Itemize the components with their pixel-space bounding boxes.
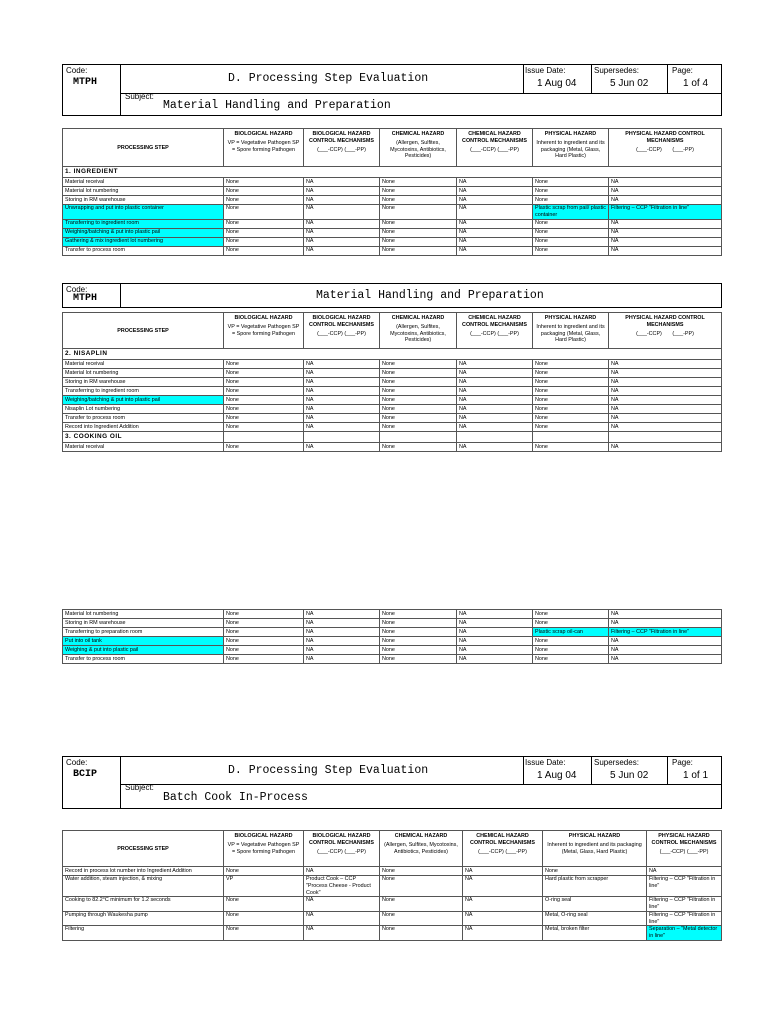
table-row xyxy=(63,926,722,941)
table-row xyxy=(63,619,722,628)
cell-phys-control: Filtering – CCP "Filtration in line" xyxy=(609,205,722,220)
cell-phys-control: NA xyxy=(609,237,722,246)
cell-step: Storing in RM warehouse xyxy=(63,196,224,205)
table-row xyxy=(63,246,722,255)
col-bio-hazard: BIOLOGICAL HAZARD VP = Vegetative Pathogen SP = Spore forming Pathogen xyxy=(224,313,304,349)
cell-chem-control: NA xyxy=(457,187,533,196)
cell-chem-hazard: None xyxy=(380,897,463,912)
cell-chem-hazard: None xyxy=(380,628,457,637)
cell-phys-hazard: None xyxy=(533,619,609,628)
cell-chem-hazard: None xyxy=(380,637,457,646)
table-row xyxy=(63,219,722,228)
page-number: 1 of 1 xyxy=(683,770,709,781)
column-header-row xyxy=(63,313,722,349)
cell-chem-control: NA xyxy=(457,237,533,246)
cell-step: Put into oil tank xyxy=(63,637,224,646)
cell-step: Material lot numbering xyxy=(63,610,224,619)
cell-chem-hazard: None xyxy=(380,219,457,228)
document-title: D. Processing Step Evaluation xyxy=(228,72,429,85)
issue-date-label: Issue Date: xyxy=(525,758,566,767)
cell-chem-hazard: None xyxy=(380,414,457,423)
cell-phys-hazard: Plastic scrap oil-can xyxy=(533,628,609,637)
cell-bio-hazard: None xyxy=(224,360,304,369)
cell-phys-control: NA xyxy=(609,369,722,378)
hazard-table-cooking-oil xyxy=(62,609,722,664)
cell-bio-control: NA xyxy=(304,378,380,387)
cell-phys-hazard: None xyxy=(533,246,609,255)
cell-bio-hazard: None xyxy=(224,911,304,926)
cell-step: Filtering xyxy=(63,926,224,941)
cell-step: Transferring to ingredient room xyxy=(63,219,224,228)
table-row xyxy=(63,911,722,926)
cell-bio-hazard: None xyxy=(224,423,304,432)
cell-chem-control: NA xyxy=(457,178,533,187)
cell-phys-hazard: None xyxy=(533,219,609,228)
col-processing-step: PROCESSING STEP xyxy=(63,831,224,867)
cell-phys-hazard: Plastic scrap from pail/ plastic container xyxy=(533,205,609,220)
cell-bio-control: NA xyxy=(304,637,380,646)
col-bio-hazard: BIOLOGICAL HAZARD VP = Vegetative Pathogen SP = Spore forming Pathogen xyxy=(224,129,304,167)
cell-phys-hazard: None xyxy=(533,378,609,387)
table-row xyxy=(63,646,722,655)
cell-phys-hazard: None xyxy=(533,387,609,396)
cell-bio-control: NA xyxy=(304,414,380,423)
table-row xyxy=(63,405,722,414)
issue-date-label: Issue Date: xyxy=(525,66,566,75)
subject-label: Subject: xyxy=(125,783,154,792)
cell-bio-control: NA xyxy=(304,646,380,655)
cell-chem-control: NA xyxy=(457,378,533,387)
cell-bio-hazard: None xyxy=(224,443,304,452)
col-chem-control: CHEMICAL HAZARD CONTROL MECHANISMS (___-CCP) (___-PP) xyxy=(463,831,543,867)
col-processing-step: PROCESSING STEP xyxy=(63,313,224,349)
table-row xyxy=(63,196,722,205)
table-row xyxy=(63,369,722,378)
cell-bio-control: NA xyxy=(304,205,380,220)
cell-phys-control: NA xyxy=(609,246,722,255)
cell-chem-hazard: None xyxy=(380,228,457,237)
cell-bio-hazard: None xyxy=(224,219,304,228)
cell-step: Pumping through Waukesha pump xyxy=(63,911,224,926)
table-row xyxy=(63,396,722,405)
cell-phys-control: Separation – "Metal detector in line" xyxy=(647,926,722,941)
page-label: Page: xyxy=(672,758,693,767)
cell-chem-hazard: None xyxy=(380,237,457,246)
cell-phys-control: NA xyxy=(609,387,722,396)
cell-phys-control: NA xyxy=(609,610,722,619)
section-title: 1. INGREDIENT xyxy=(63,167,722,178)
cell-bio-control: NA xyxy=(304,443,380,452)
cell-phys-hazard: None xyxy=(533,414,609,423)
cell-bio-control: NA xyxy=(304,246,380,255)
cell-step: Record into Ingredient Addition xyxy=(63,423,224,432)
cell-chem-control: NA xyxy=(457,443,533,452)
cell-phys-hazard: None xyxy=(533,228,609,237)
cell-chem-control: NA xyxy=(457,646,533,655)
cell-chem-hazard: None xyxy=(380,205,457,220)
cell-chem-control: NA xyxy=(457,396,533,405)
cell-chem-control: NA xyxy=(463,926,543,941)
col-phys-hazard: PHYSICAL HAZARD Inherent to ingredient and its packaging (Metal, Glass, Hard Plastic) xyxy=(533,313,609,349)
cell-bio-control: NA xyxy=(304,228,380,237)
cell-bio-control: NA xyxy=(304,369,380,378)
cell-phys-control: NA xyxy=(609,178,722,187)
cell-bio-control: NA xyxy=(304,405,380,414)
cell-phys-control: NA xyxy=(609,396,722,405)
cell-chem-hazard: None xyxy=(380,387,457,396)
table-row xyxy=(63,655,722,664)
col-bio-hazard: BIOLOGICAL HAZARD VP = Vegetative Pathogen SP = Spore forming Pathogen xyxy=(224,831,304,867)
cell-bio-hazard: None xyxy=(224,178,304,187)
cell-bio-control: NA xyxy=(304,628,380,637)
cell-chem-hazard: None xyxy=(380,443,457,452)
cell-bio-control: NA xyxy=(304,911,380,926)
hazard-table-batch-cook xyxy=(62,830,722,941)
table-row xyxy=(63,205,722,220)
cell-bio-control: NA xyxy=(304,187,380,196)
cell-bio-control: NA xyxy=(304,619,380,628)
cell-chem-control: NA xyxy=(457,205,533,220)
cell-phys-hazard: None xyxy=(533,646,609,655)
hazard-table-nisaplin xyxy=(62,312,722,452)
col-bio-control: BIOLOGICAL HAZARD CONTROL MECHANISMS (___-CCP) (___-PP) xyxy=(304,313,380,349)
cell-bio-control: NA xyxy=(304,219,380,228)
cell-chem-hazard: None xyxy=(380,246,457,255)
cell-chem-hazard: None xyxy=(380,926,463,941)
table-row xyxy=(63,228,722,237)
cell-step: Transfer to process room xyxy=(63,246,224,255)
cell-phys-hazard: None xyxy=(533,610,609,619)
cell-bio-control: NA xyxy=(304,867,380,876)
cell-phys-control: NA xyxy=(609,360,722,369)
cell-phys-hazard: None xyxy=(533,423,609,432)
cell-phys-control: Filtering – CCP "Filtration in line" xyxy=(647,897,722,912)
table-row xyxy=(63,237,722,246)
cell-phys-control: NA xyxy=(609,655,722,664)
col-phys-hazard: PHYSICAL HAZARD Inherent to ingredient and its packaging (Metal, Glass, Hard Plastic) xyxy=(533,129,609,167)
col-bio-control: BIOLOGICAL HAZARD CONTROL MECHANISMS (___-CCP) (___-PP) xyxy=(304,129,380,167)
cell-phys-control: NA xyxy=(609,378,722,387)
header-block xyxy=(62,283,722,308)
issue-date: 1 Aug 04 xyxy=(537,78,577,89)
cell-phys-control: NA xyxy=(609,405,722,414)
cell-chem-control: NA xyxy=(457,196,533,205)
cell-chem-control: NA xyxy=(463,897,543,912)
cell-bio-hazard: None xyxy=(224,897,304,912)
cell-chem-hazard: None xyxy=(380,369,457,378)
cell-chem-control: NA xyxy=(457,405,533,414)
cell-chem-control: NA xyxy=(457,619,533,628)
header-block xyxy=(62,64,722,116)
cell-phys-hazard: None xyxy=(533,655,609,664)
cell-phys-hazard: Metal, broken filter xyxy=(543,926,647,941)
table-row xyxy=(63,387,722,396)
cell-phys-hazard: None xyxy=(533,443,609,452)
cell-bio-control: Product Cook – CCP "Process Cheese - Product Cook" xyxy=(304,876,380,897)
supersedes-label: Supersedes: xyxy=(594,66,639,75)
cell-bio-control: NA xyxy=(304,237,380,246)
cell-step: Water addition, steam injection, & mixing xyxy=(63,876,224,897)
cell-chem-hazard: None xyxy=(380,610,457,619)
cell-step: Transferring to preparation room xyxy=(63,628,224,637)
cell-step: Nisaplin Lot numbering xyxy=(63,405,224,414)
cell-step: Unwrapping and put into plastic container xyxy=(63,205,224,220)
code-label: Code: xyxy=(66,285,88,294)
cell-phys-hazard: Metal, O-ring seal xyxy=(543,911,647,926)
cell-bio-hazard: None xyxy=(224,655,304,664)
code-label: Code: xyxy=(66,758,88,767)
cell-phys-hazard: None xyxy=(533,187,609,196)
col-phys-hazard: PHYSICAL HAZARD Inherent to ingredient and its packaging (Metal, Glass, Hard Plastic) xyxy=(543,831,647,867)
cell-bio-hazard: None xyxy=(224,867,304,876)
cell-chem-hazard: None xyxy=(380,405,457,414)
table-row xyxy=(63,876,722,897)
page-number: 1 of 4 xyxy=(683,78,709,89)
column-header-row xyxy=(63,831,722,867)
cell-bio-hazard: None xyxy=(224,628,304,637)
cell-chem-control: NA xyxy=(463,911,543,926)
code-label: Code: xyxy=(66,66,88,75)
section-row xyxy=(63,349,722,360)
cell-chem-control: NA xyxy=(457,219,533,228)
cell-chem-hazard: None xyxy=(380,187,457,196)
cell-step: Material receival xyxy=(63,178,224,187)
cell-phys-hazard: None xyxy=(533,396,609,405)
table-row xyxy=(63,637,722,646)
cell-bio-hazard: None xyxy=(224,926,304,941)
cell-step: Material receival xyxy=(63,360,224,369)
cell-chem-control: NA xyxy=(457,360,533,369)
cell-bio-control: NA xyxy=(304,610,380,619)
table-row xyxy=(63,897,722,912)
cell-phys-hazard: None xyxy=(533,637,609,646)
cell-step: Material lot numbering xyxy=(63,187,224,196)
issue-date: 1 Aug 04 xyxy=(537,770,577,781)
cell-phys-hazard: Hard plastic from scrapper xyxy=(543,876,647,897)
cell-chem-control: NA xyxy=(457,228,533,237)
section-title: 2. NISAPLIN xyxy=(63,349,722,360)
cell-chem-control: NA xyxy=(457,610,533,619)
table-row xyxy=(63,187,722,196)
cell-chem-hazard: None xyxy=(380,178,457,187)
cell-bio-hazard: None xyxy=(224,637,304,646)
cell-chem-control: NA xyxy=(463,876,543,897)
cell-bio-hazard: None xyxy=(224,369,304,378)
table-row xyxy=(63,423,722,432)
cell-phys-control: NA xyxy=(609,619,722,628)
cell-phys-hazard: None xyxy=(533,360,609,369)
cell-step: Record in process lot number into Ingredient Addition xyxy=(63,867,224,876)
cell-bio-hazard: None xyxy=(224,610,304,619)
cell-step: Gathering & mix ingredient lot numbering xyxy=(63,237,224,246)
col-chem-hazard: CHEMICAL HAZARD (Allergen, Sulfites, Mycotoxins, Antibiotics, Pesticides) xyxy=(380,129,457,167)
cell-phys-hazard: None xyxy=(533,178,609,187)
cell-chem-control: NA xyxy=(457,628,533,637)
col-phys-control: PHYSICAL HAZARD CONTROL MECHANISMS (___-CCP) (___-PP) xyxy=(609,129,722,167)
cell-phys-control: Filtering – CCP "Filtration in line" xyxy=(609,628,722,637)
cell-step: Material lot numbering xyxy=(63,369,224,378)
cell-phys-control: NA xyxy=(609,219,722,228)
cell-bio-control: NA xyxy=(304,897,380,912)
cell-chem-hazard: None xyxy=(380,911,463,926)
cell-bio-hazard: None xyxy=(224,414,304,423)
supersedes-date: 5 Jun 02 xyxy=(610,78,649,89)
cell-bio-control: NA xyxy=(304,396,380,405)
document-title: D. Processing Step Evaluation xyxy=(228,764,429,777)
document-subject: Batch Cook In-Process xyxy=(163,791,308,804)
cell-chem-control: NA xyxy=(457,369,533,378)
cell-step: Storing in RM warehouse xyxy=(63,378,224,387)
document-subject: Material Handling and Preparation xyxy=(163,99,391,112)
cell-chem-hazard: None xyxy=(380,655,457,664)
document-code: MTPH xyxy=(73,77,98,88)
column-header-row xyxy=(63,129,722,167)
cell-bio-control: NA xyxy=(304,196,380,205)
header-block xyxy=(62,756,722,809)
cell-phys-hazard: None xyxy=(533,237,609,246)
cell-step: Weighing/batching & put into plastic pail xyxy=(63,396,224,405)
cell-phys-control: Filtering – CCP "Filtration in line" xyxy=(647,876,722,897)
cell-chem-control: NA xyxy=(457,387,533,396)
cell-chem-control: NA xyxy=(457,637,533,646)
cell-bio-hazard: None xyxy=(224,387,304,396)
document-code: BCIP xyxy=(73,769,98,780)
cell-bio-hazard: None xyxy=(224,619,304,628)
col-chem-hazard: CHEMICAL HAZARD (Allergen, Sulfites, Mycotoxins, Antibiotics, Pesticides) xyxy=(380,313,457,349)
cell-phys-control: NA xyxy=(609,187,722,196)
table-row xyxy=(63,443,722,452)
table-row xyxy=(63,867,722,876)
table-row xyxy=(63,178,722,187)
cell-chem-hazard: None xyxy=(380,423,457,432)
col-chem-control: CHEMICAL HAZARD CONTROL MECHANISMS (___-CCP) (___-PP) xyxy=(457,129,533,167)
cell-phys-hazard: O-ring seal xyxy=(543,897,647,912)
cell-chem-control: NA xyxy=(457,655,533,664)
cell-phys-hazard: None xyxy=(533,405,609,414)
cell-bio-hazard: None xyxy=(224,646,304,655)
cell-chem-control: NA xyxy=(457,414,533,423)
col-chem-hazard: CHEMICAL HAZARD (Allergen, Sulfites, Mycotoxins, Antibiotics, Pesticides) xyxy=(380,831,463,867)
cell-step: Weighing/batching & put into plastic pail xyxy=(63,228,224,237)
col-bio-control: BIOLOGICAL HAZARD CONTROL MECHANISMS (___-CCP) (___-PP) xyxy=(304,831,380,867)
table-row xyxy=(63,360,722,369)
cell-bio-hazard: None xyxy=(224,205,304,220)
cell-phys-hazard: None xyxy=(533,196,609,205)
col-chem-control: CHEMICAL HAZARD CONTROL MECHANISMS (___-CCP) (___-PP) xyxy=(457,313,533,349)
table-row xyxy=(63,628,722,637)
cell-phys-hazard: None xyxy=(543,867,647,876)
document-code: MTPH xyxy=(73,293,98,304)
subject-label: Subject: xyxy=(125,92,154,101)
cell-chem-hazard: None xyxy=(380,378,457,387)
cell-bio-hazard: None xyxy=(224,187,304,196)
supersedes-label: Supersedes: xyxy=(594,758,639,767)
cell-bio-control: NA xyxy=(304,387,380,396)
cell-step: Weighing & put into plastic pail xyxy=(63,646,224,655)
cell-bio-hazard: None xyxy=(224,246,304,255)
cell-phys-control: NA xyxy=(609,228,722,237)
col-processing-step: PROCESSING STEP xyxy=(63,129,224,167)
cell-chem-hazard: None xyxy=(380,396,457,405)
cell-bio-hazard: None xyxy=(224,196,304,205)
cell-phys-control: NA xyxy=(609,637,722,646)
section-row xyxy=(63,432,722,443)
cell-chem-hazard: None xyxy=(380,867,463,876)
cell-phys-control: NA xyxy=(609,423,722,432)
cell-chem-hazard: None xyxy=(380,646,457,655)
cell-phys-control: NA xyxy=(647,867,722,876)
col-phys-control: PHYSICAL HAZARD CONTROL MECHANISMS (___-CCP) (___-PP) xyxy=(647,831,722,867)
cell-chem-hazard: None xyxy=(380,619,457,628)
cell-step: Cooking to 82.2°C minimum for 1.2 seconds xyxy=(63,897,224,912)
table-row xyxy=(63,610,722,619)
col-phys-control: PHYSICAL HAZARD CONTROL MECHANISMS (___-CCP) (___-PP) xyxy=(609,313,722,349)
cell-bio-hazard: None xyxy=(224,378,304,387)
cell-bio-hazard: None xyxy=(224,396,304,405)
cell-bio-control: NA xyxy=(304,360,380,369)
cell-bio-hazard: VP xyxy=(224,876,304,897)
cell-chem-control: NA xyxy=(457,246,533,255)
section-title: 3. COOKING OIL xyxy=(63,432,224,443)
cell-step: Storing in RM warehouse xyxy=(63,619,224,628)
cell-step: Material receival xyxy=(63,443,224,452)
cell-bio-control: NA xyxy=(304,655,380,664)
cell-chem-hazard: None xyxy=(380,196,457,205)
document-subject: Material Handling and Preparation xyxy=(316,289,544,302)
cell-phys-control: NA xyxy=(609,414,722,423)
cell-bio-control: NA xyxy=(304,423,380,432)
table-row xyxy=(63,378,722,387)
section-row xyxy=(63,167,722,178)
cell-bio-control: NA xyxy=(304,926,380,941)
cell-bio-hazard: None xyxy=(224,405,304,414)
cell-phys-control: Filtering – CCP "Filtration in line" xyxy=(647,911,722,926)
cell-bio-hazard: None xyxy=(224,237,304,246)
supersedes-date: 5 Jun 02 xyxy=(610,770,649,781)
cell-phys-control: NA xyxy=(609,443,722,452)
cell-phys-control: NA xyxy=(609,646,722,655)
cell-phys-hazard: None xyxy=(533,369,609,378)
cell-chem-control: NA xyxy=(457,423,533,432)
cell-chem-control: NA xyxy=(463,867,543,876)
page-label: Page: xyxy=(672,66,693,75)
hazard-table-ingredient xyxy=(62,128,722,256)
cell-phys-control: NA xyxy=(609,196,722,205)
cell-step: Transfer to process room xyxy=(63,414,224,423)
cell-chem-hazard: None xyxy=(380,876,463,897)
cell-bio-control: NA xyxy=(304,178,380,187)
cell-step: Transfer to process room xyxy=(63,655,224,664)
cell-bio-hazard: None xyxy=(224,228,304,237)
table-row xyxy=(63,414,722,423)
cell-chem-hazard: None xyxy=(380,360,457,369)
cell-step: Transferring to ingredient room xyxy=(63,387,224,396)
